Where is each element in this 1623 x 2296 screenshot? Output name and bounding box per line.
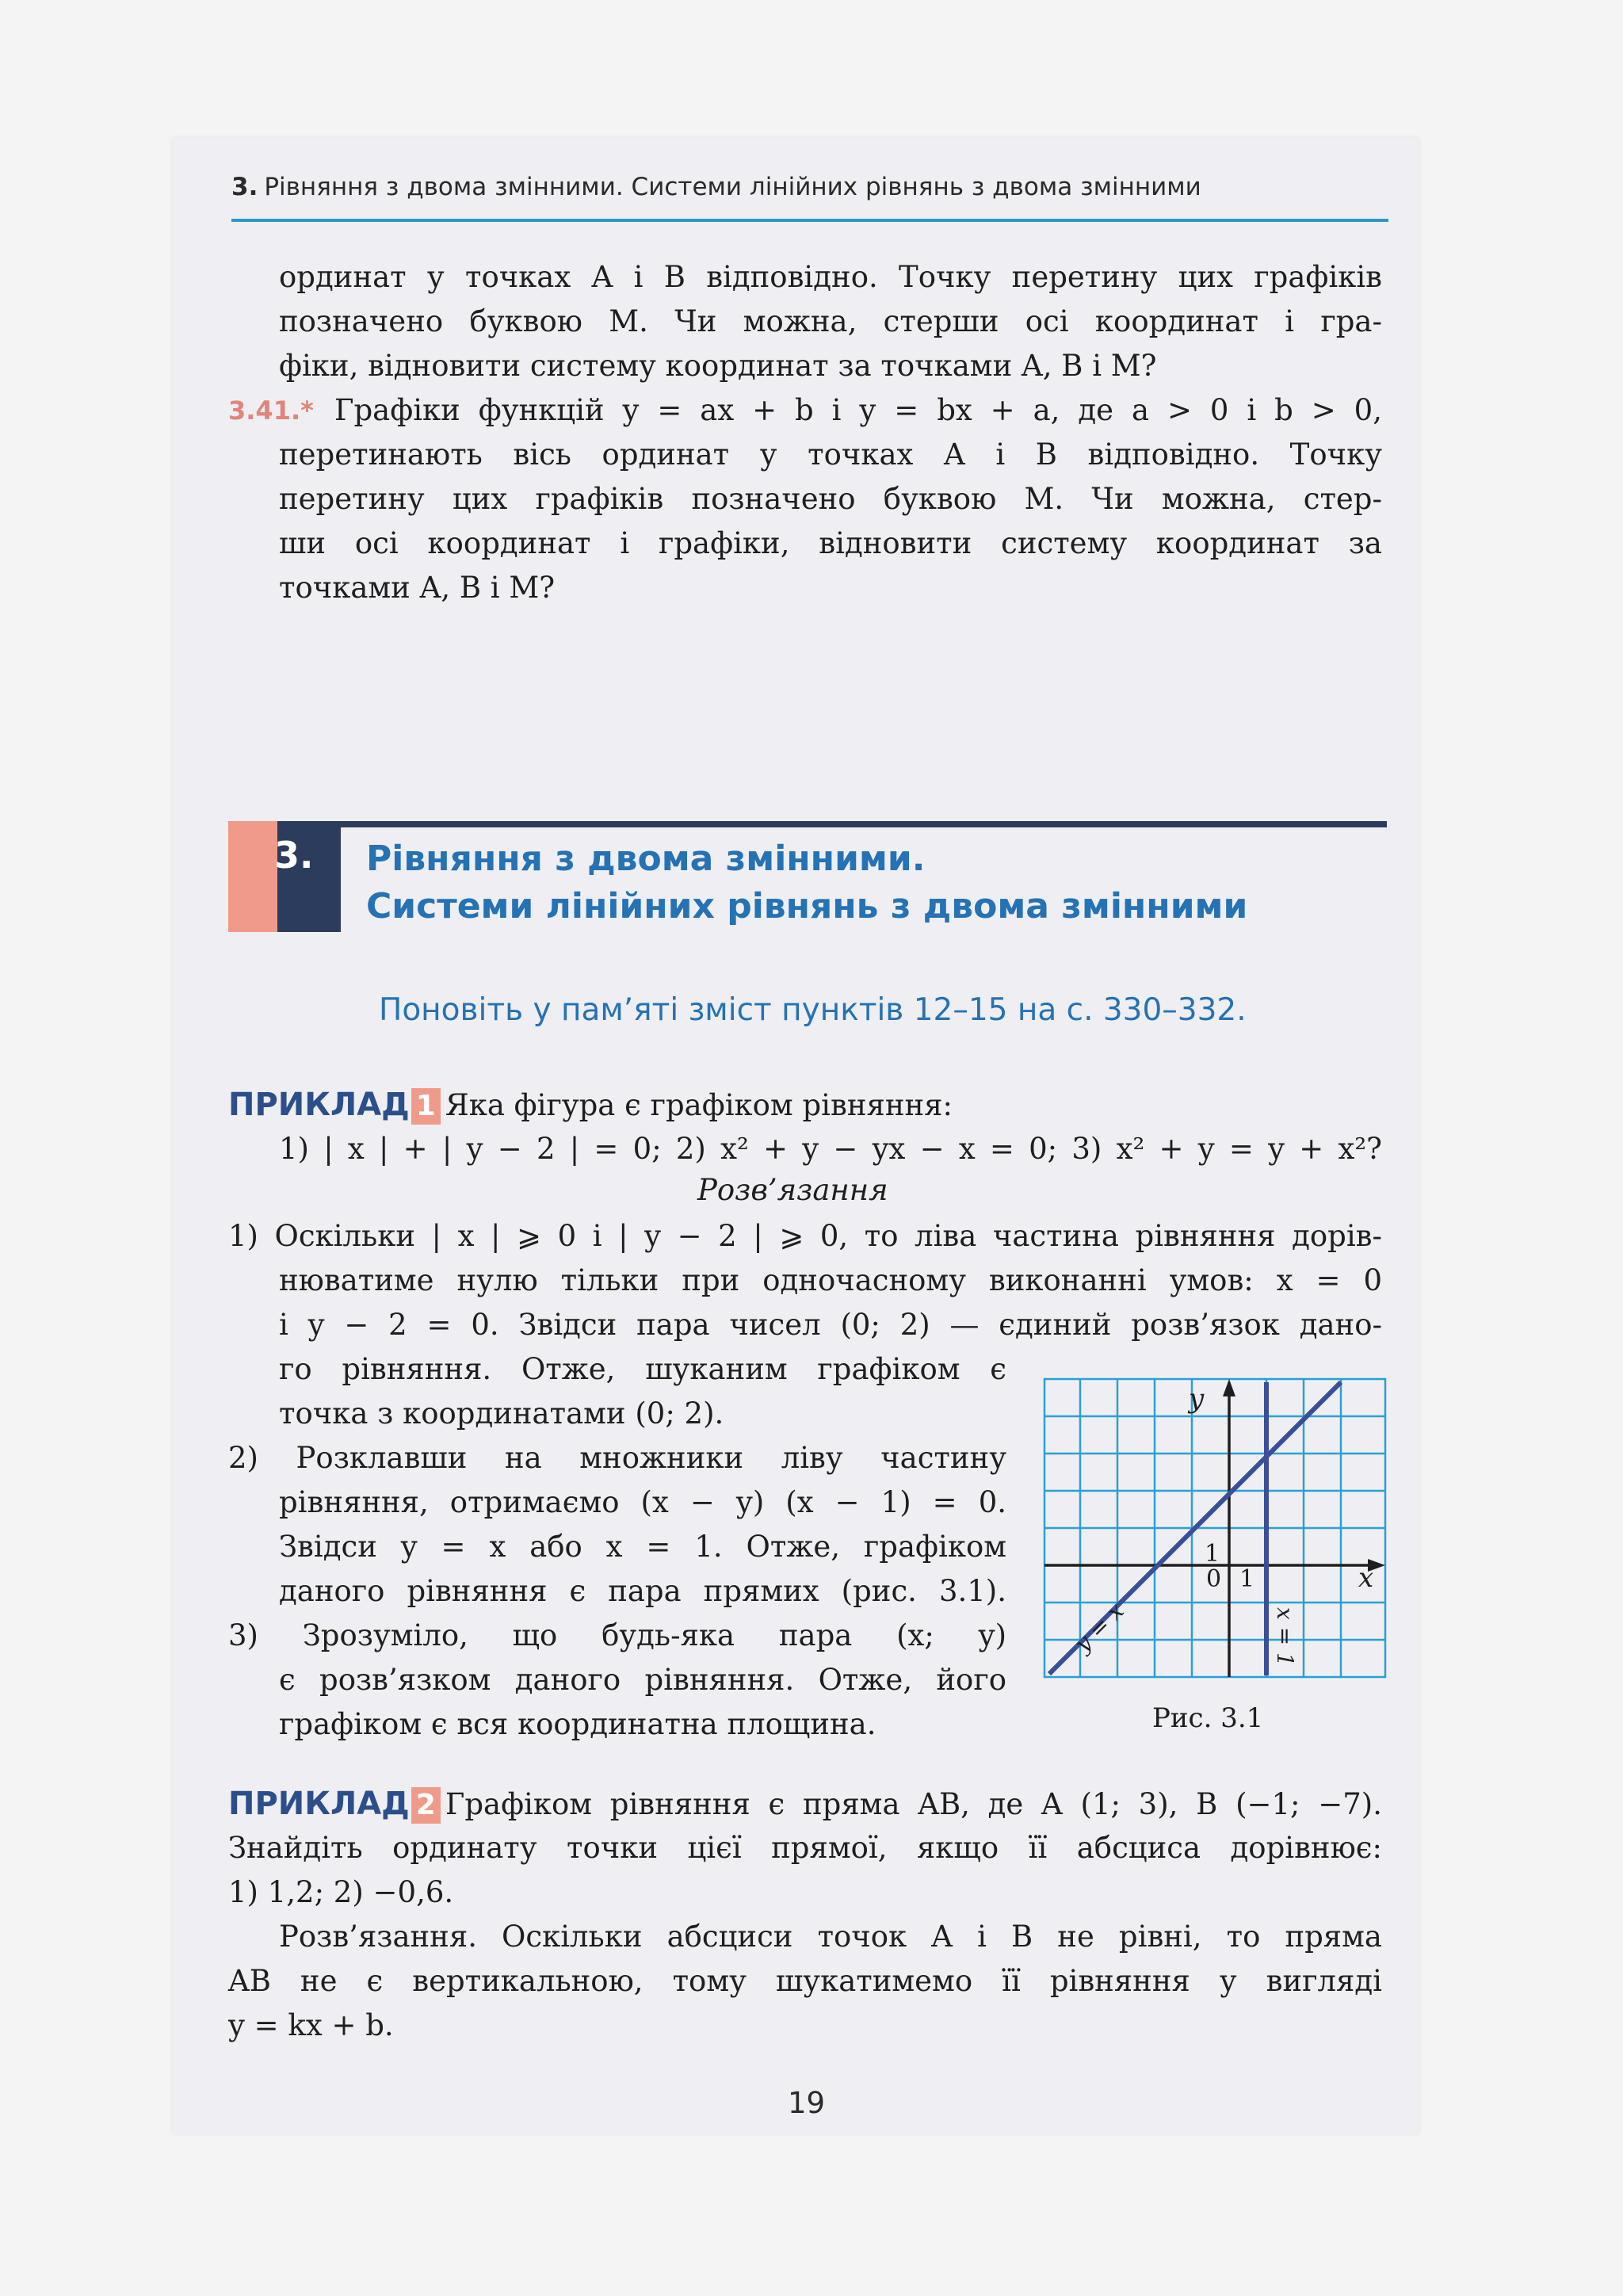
example-1-line-5: точка з координатами (0; 2). — [279, 1396, 724, 1431]
example-1-line-2: нюватиме нулю тільки при одночасному виконанні умов: x = 0 — [279, 1263, 1382, 1297]
label-x-equals-1: x = 1 — [1272, 1607, 1298, 1667]
example-1-number: 1 — [411, 1088, 441, 1125]
example-2-line-2: Знайдіть ординату точки цієї прямої, якщо її абсциса дорівнює: — [228, 1831, 1382, 1865]
example-1-line-8: Звідси y = x або x = 1. Отже, графіком — [279, 1530, 1006, 1564]
example-1-line-12: графіком є вся координатна площина. — [279, 1707, 876, 1741]
example-1-question: Яка фігура є графіком рівняння: — [445, 1088, 953, 1122]
example-1-line-6: 2) Розклавши на множники ліву частину — [228, 1441, 1006, 1475]
section-title-line-1: Рівняння з двома змінними. — [366, 839, 926, 879]
review-note: Поновіть у пам’яті зміст пунктів 12–15 на с. 330–332. — [379, 992, 1247, 1028]
problem-3-41-line-1: Графіки функцій y = ax + b і y = bx + a, де a > 0 і b > 0, — [334, 393, 1382, 427]
y-axis-label: y — [1189, 1383, 1205, 1415]
example-2-number: 2 — [411, 1787, 441, 1824]
example-1-line-4: го рівняння. Отже, шуканим графіком є — [279, 1352, 1006, 1386]
example-1-line-10: 3) Зрозуміло, що будь-яка пара (x; y) — [228, 1618, 1006, 1652]
problem-3-41-line-5: точками A, B і M? — [279, 571, 556, 605]
example-2-line-1: Графіком рівняння є пряма AB, де A (1; 3), B (−1; −7). — [445, 1787, 1382, 1821]
example-1-line-7: рівняння, отримаємо (x − y) (x − 1) = 0. — [279, 1485, 1006, 1519]
running-header-title: Рівняння з двома змінними. Системи лінійних рівнянь з двома змінними — [264, 173, 1201, 201]
example-1-line-11: є розв’язком даного рівняння. Отже, його — [279, 1663, 1006, 1697]
running-header-number: 3. — [231, 173, 258, 201]
problem-3-40-line-2: позначено буквою M. Чи можна, стерши осі координат і гра- — [279, 304, 1382, 338]
problem-3-41-line-4: ши осі координат і графіки, відновити систему координат за — [279, 526, 1382, 560]
page-number: 19 — [788, 2086, 826, 2120]
example-1-equations: 1) | x | + | y − 2 | = 0; 2) x² + y − yx − x = 0; 3) x² + y = y + x²? — [279, 1132, 1382, 1166]
example-2-label: ПРИКЛАД — [228, 1786, 410, 1822]
x-tick-label: 1 — [1239, 1565, 1255, 1593]
example-2-solution-line-3: y = kx + b. — [228, 2008, 394, 2042]
section-number: 3. — [274, 834, 314, 877]
y-axis-arrow-icon — [1223, 1379, 1235, 1396]
x-axis-label: x — [1358, 1562, 1374, 1594]
problem-3-41-line-3: перетину цих графіків позначено буквою M. Чи можна, стер- — [279, 482, 1382, 516]
example-2-heading — [228, 1782, 1382, 1827]
example-1-line-3: і y − 2 = 0. Звідси пара чисел (0; 2) — єдиний розв’язок дано- — [279, 1308, 1382, 1342]
example-1-solution-heading: Розв’язання — [697, 1173, 888, 1207]
section-rule — [331, 821, 1387, 827]
figure-caption: Рис. 3.1 — [1152, 1702, 1264, 1734]
y-tick-label: 1 — [1205, 1540, 1220, 1568]
section-marker-accent — [228, 821, 277, 932]
problem-3-41-number: 3.41.* — [228, 395, 314, 426]
example-2-solution-line-2: AB не є вертикальною, тому шукатимемо її рівняння у вигляді — [228, 1964, 1382, 1998]
problem-3-40-line-3: фіки, відновити систему координат за точками A, B і M? — [279, 349, 1157, 383]
example-1-label: ПРИКЛАД — [228, 1087, 410, 1123]
example-1-heading — [228, 1083, 953, 1133]
example-1-line-9: даного рівняння є пара прямих (рис. 3.1). — [279, 1574, 1006, 1608]
example-2-line-3: 1) 1,2; 2) −0,6. — [228, 1875, 454, 1909]
problem-3-40-line-1: ординат у точках A і B відповідно. Точку перетину цих графіків — [279, 260, 1382, 294]
section-title-line-2: Системи лінійних рівнянь з двома змінними — [366, 886, 1248, 926]
figure-3-1-graph — [1043, 1377, 1387, 1679]
origin-label: 0 — [1206, 1565, 1222, 1593]
header-rule — [231, 219, 1388, 222]
label-y-equals-x: y = x — [1069, 1598, 1129, 1657]
running-header — [231, 173, 1388, 208]
example-1-line-1: 1) Оскільки | x | ⩾ 0 і | y − 2 | ⩾ 0, то ліва частина рівняння дорів- — [228, 1219, 1382, 1253]
problem-3-41-line-2: перетинають вісь ординат у точках A і B відповідно. Точку — [279, 437, 1382, 472]
example-2-solution-line-1: Розв’язання. Оскільки абсциси точок A і B не рівні, то пряма — [279, 1920, 1382, 1954]
